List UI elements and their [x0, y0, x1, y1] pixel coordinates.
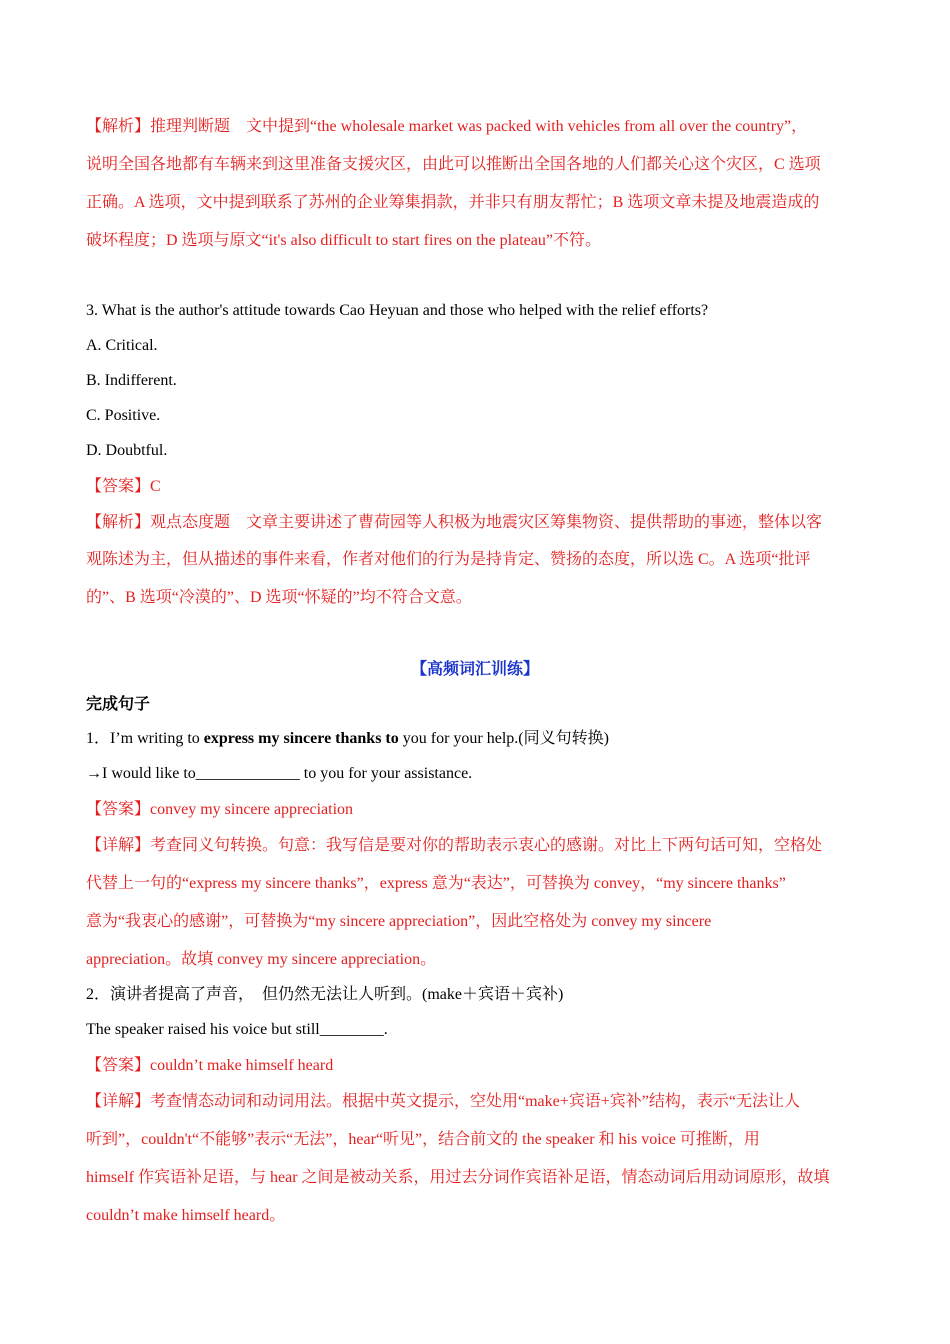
option-a: A. Critical.	[86, 337, 158, 354]
detail-line: 【详解】考查情态动词和动词用法。根据中英文提示，空处用“make+宾语+宾补”结构，表示“无法让人	[86, 1093, 801, 1110]
option-c: C. Positive.	[86, 407, 161, 424]
detail-line: himself 作宾语补足语，与 hear 之间是被动关系，用过去分词作宾语补足语，情态动词后用动词原形，故填	[86, 1169, 830, 1186]
analysis-line: 说明全国各地都有车辆来到这里准备支援灾区，由此可以推断出全国各地的人们都关心这个灾区，C 选项	[86, 156, 821, 173]
analysis-line: 破坏程度；D 选项与原文“it's also difficult to start fires on the plateau”不符。	[86, 232, 601, 249]
option-b: B. Indifferent.	[86, 372, 177, 389]
item-prompt: 2．演讲者提高了声音， 但仍然无法让人听到。(make＋宾语＋宾补)	[86, 986, 564, 1003]
analysis-line: 正确。A 选项，文中提到联系了苏州的企业筹集捐款，并非只有朋友帮忙；B 选项文章未提及地震造成的	[86, 194, 820, 211]
item-rewrite: →I would like to_____________ to you for your assistance.	[86, 765, 473, 782]
detail-line: 听到”，couldn't“不能够”表示“无法”，hear“听见”，结合前文的 the speaker 和 his voice 可推断，用	[86, 1131, 760, 1148]
prompt-suffix: you for your help.(同义句转换)	[398, 730, 609, 747]
analysis-line: 【解析】观点态度题 文章主要讲述了曹荷园等人积极为地震灾区筹集物资、提供帮助的事迹，整体以客	[86, 514, 823, 531]
analysis-line: 观陈述为主，但从描述的事件来看，作者对他们的行为是持肯定、赞扬的态度，所以选 C。A 选项“批评	[86, 551, 811, 568]
detail-line: couldn’t make himself heard。	[86, 1207, 286, 1224]
prompt-bold: express my sincere thanks to	[203, 730, 399, 747]
detail-line: 代替上一句的“express my sincere thanks”，express 意为“表达”，可替换为 convey，“my sincere thanks”	[86, 875, 786, 892]
detail-line: 【详解】考查同义句转换。句意：我写信是要对你的帮助表示衷心的感谢。对比上下两句话可知，空格处	[86, 837, 823, 854]
detail-line: 意为“我衷心的感谢”，可替换为“my sincere appreciation”，因此空格处为 convey my sincere	[86, 913, 712, 930]
prompt-prefix: 1．I’m writing to	[86, 730, 204, 747]
option-d: D. Doubtful.	[86, 442, 168, 459]
answer: 【答案】convey my sincere appreciation	[86, 801, 354, 818]
detail-line: appreciation。故填 convey my sincere appreciation。	[86, 951, 437, 968]
section-title: 【高频词汇训练】	[410, 661, 539, 678]
answer: 【答案】couldn’t make himself heard	[86, 1057, 334, 1074]
section-subtitle: 完成句子	[86, 696, 151, 713]
item-prompt	[86, 729, 609, 749]
analysis-line: 的”、B 选项“冷漠的”、D 选项“怀疑的”均不符合文意。	[86, 589, 472, 606]
item-sentence: The speaker raised his voice but still________.	[86, 1021, 388, 1038]
analysis-line: 【解析】推理判断题 文中提到“the wholesale market was packed with vehicles from all over the country”，	[86, 118, 808, 135]
answer: 【答案】C	[86, 478, 161, 495]
question-text: 3. What is the author's attitude towards Cao Heyuan and those who helped with the relief efforts?	[86, 302, 709, 319]
